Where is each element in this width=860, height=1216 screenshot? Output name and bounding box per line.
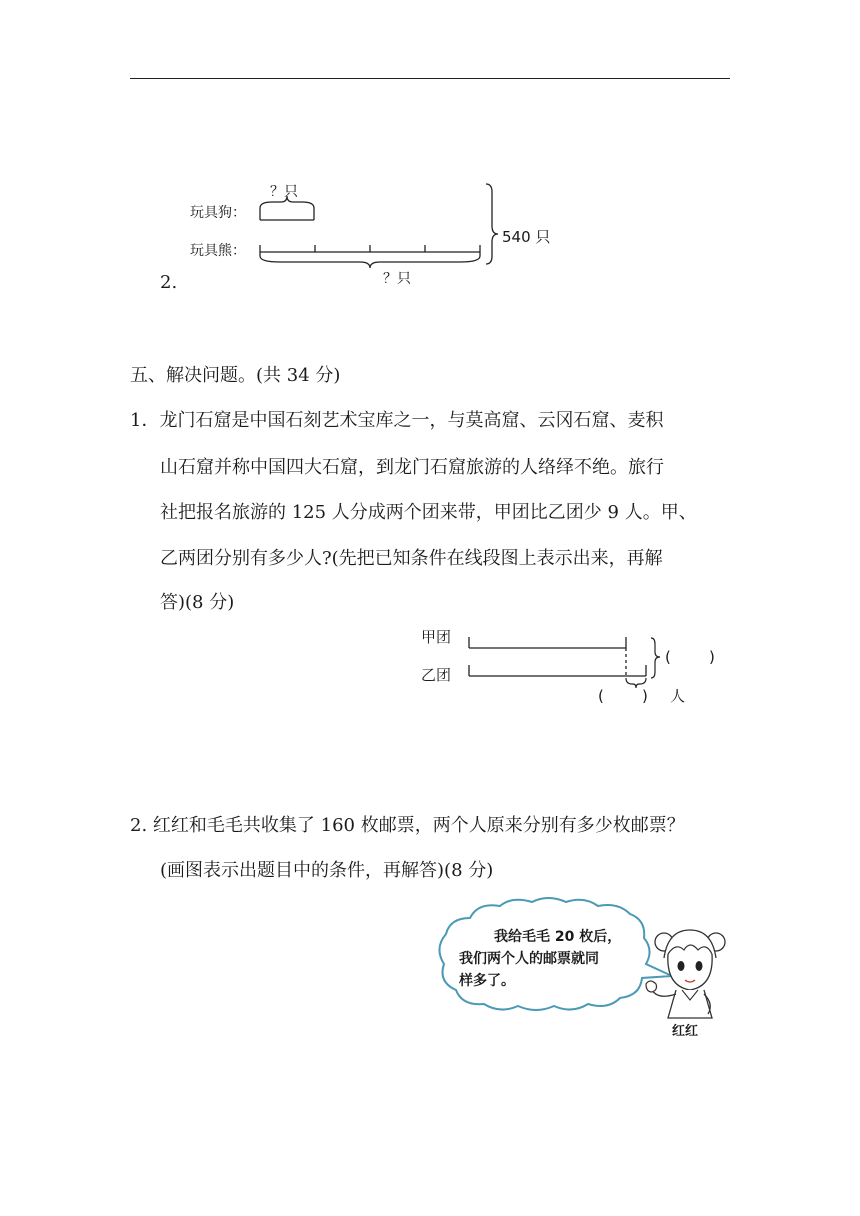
- bubble-line-3: 样多了。: [459, 973, 515, 989]
- girl-name-label: 红红: [672, 1024, 699, 1039]
- section-heading: 五、解决问题。(共 34 分): [130, 365, 341, 386]
- bubble-line-1: 我给毛毛 20 枚后，: [494, 929, 622, 945]
- problem-1-line-2: 山石窟并称中国四大石窟，到龙门石窟旅游的人络绎不绝。旅行: [160, 457, 664, 478]
- problem-1-line-4: 乙两团分别有多少人?(先把已知条件在线段图上表示出来，再解: [160, 548, 663, 569]
- face: [668, 954, 712, 990]
- hair-top: [664, 930, 716, 958]
- eye-right: [696, 961, 703, 971]
- problem-1-line-5: 答)(8 分): [160, 592, 235, 613]
- bubble-line-2: 我们两个人的邮票就同: [459, 951, 599, 967]
- problem-2-line-1: 2. 红红和毛毛共收集了 160 枚邮票，两个人原来分别有多少枚邮票？: [130, 815, 685, 836]
- problem-number-2: 2.: [160, 272, 178, 293]
- problem-1-line-1: 1．龙门石窟是中国石刻艺术宝库之一，与莫高窟、云冈石窟、麦积: [130, 410, 664, 431]
- hand-left: [646, 981, 657, 992]
- question-label-top: ？只: [270, 184, 298, 200]
- question-label-bottom: ？只: [383, 271, 411, 287]
- label-jia-tuan: 甲团: [421, 628, 452, 646]
- problem-2-line-2: (画图表示出题目中的条件，再解答)(8 分): [160, 860, 494, 881]
- problem-1-line-3: 社把报名旅游的 125 人分成两个团来带，甲团比乙团少 9 人。甲、: [160, 502, 697, 523]
- arm-left: [652, 990, 676, 996]
- label-toy-bear: 玩具熊：: [190, 243, 246, 259]
- eye-left: [678, 961, 685, 971]
- label-toy-dog: 玩具狗：: [190, 205, 246, 221]
- total-label: 540 只: [502, 228, 551, 246]
- unit-person: 人: [670, 687, 686, 705]
- answer-bracket-right: ( ): [665, 648, 715, 666]
- answer-bracket-bottom: ( ): [598, 687, 648, 705]
- label-yi-tuan: 乙团: [421, 666, 452, 684]
